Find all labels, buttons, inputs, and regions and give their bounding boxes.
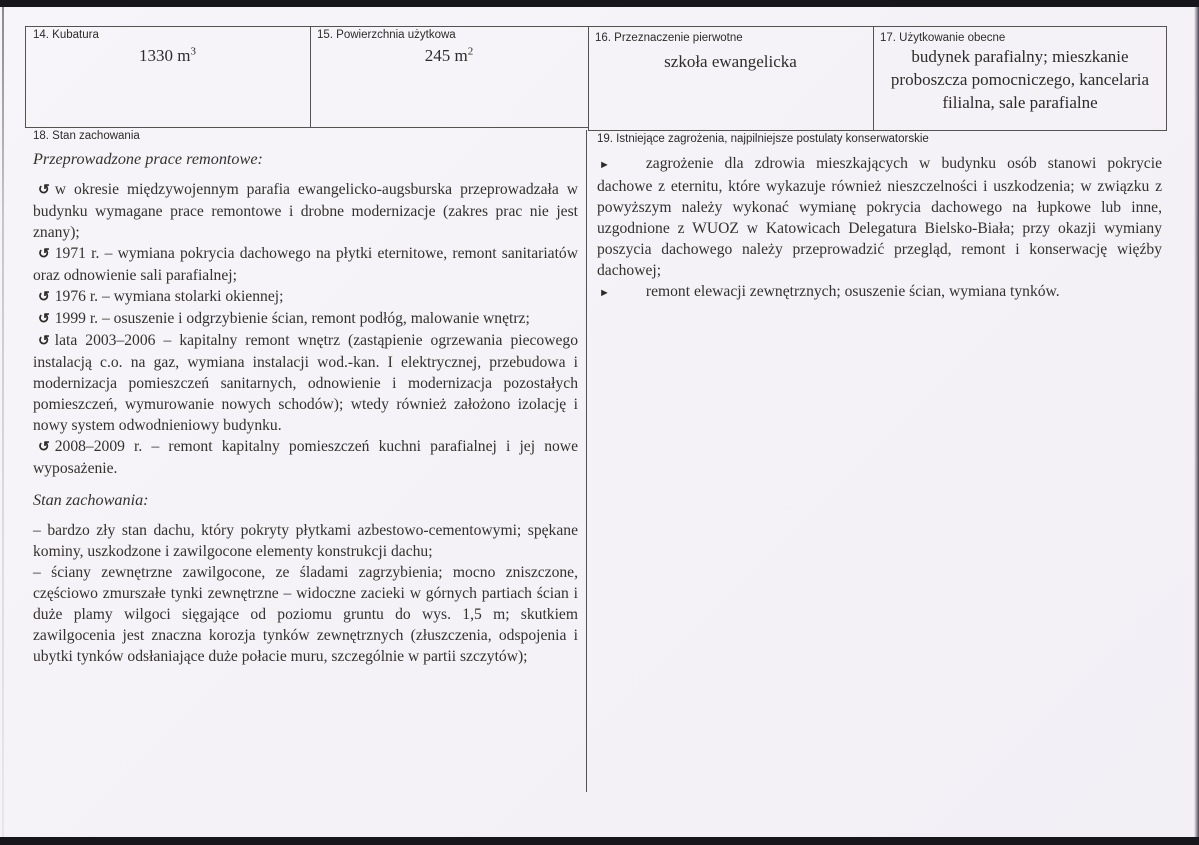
field-value-przeznaczenie: szkoła ewangelicka xyxy=(664,52,797,71)
cell-divider-16-17 xyxy=(873,26,874,130)
threat-text: zagrożenie dla zdrowia mieszkających w budynku osób stanowi pokrycie dachowe z eternitu, które wykazuje również nieszczelności i uszkodzenia; w związku z powyższym należy wykonać wymianę pokrycia dachowego na łupkowe lub inne, uzgodnione z WUOZ w Katowicach Delegatura Bielsko-Biała; przy okazji wymiany poszycia dachowego należy przeprowadzić przegląd, remont i konserwację więźby dachowej; xyxy=(597,155,1162,279)
threat-item xyxy=(597,281,1162,304)
row-border-right-half xyxy=(588,130,1167,131)
repair-item xyxy=(33,243,578,286)
paper-right-edge xyxy=(1194,7,1199,837)
field-value-kubatura xyxy=(25,44,310,67)
curved-arrow-bullet-icon: ↺ xyxy=(38,334,50,349)
repair-text: lata 2003–2006 – kapitalny remont wnętrz (zastąpienie ogrzewania piecowego instalacją c.o. na gaz, wymiana instalacji wod.-kan. I elektrycznej, przebudowa i modernizacja pomieszczeń sanitarnych, odnowienie i modernizacja pozostałych pomieszczeń, wymurowanie nowych schodów); wtedy również założono izolację i nowy system odwodnieniowy budynku. xyxy=(33,332,578,434)
row-border-left-half xyxy=(25,127,588,128)
kubatura-exponent: 3 xyxy=(190,45,196,58)
powierzchnia-exponent: 2 xyxy=(467,45,474,58)
field-label-powierzchnia: 15. Powierzchnia użytkowa xyxy=(317,29,456,41)
table-left-border xyxy=(25,26,26,127)
field-label-kubatura: 14. Kubatura xyxy=(33,29,99,41)
field-label-przeznaczenie: 16. Przeznaczenie pierwotne xyxy=(595,32,743,44)
curved-arrow-bullet-icon: ↺ xyxy=(38,312,50,327)
field-label-zagrozenia: 19. Istniejące zagrożenia, najpilniejsze postulaty konserwatorskie xyxy=(597,133,929,145)
threat-text: remont elewacji zewnętrznych; osuszenie ścian, wymiana tynków. xyxy=(645,283,1060,300)
repair-item xyxy=(33,330,578,436)
heading-stan-zachowania: Stan zachowania: xyxy=(33,491,149,509)
field-value-uzytkowanie: budynek parafialny; mieszkanie proboszcza pomocniczego, kancelaria filialna, sale parafialne xyxy=(890,47,1150,112)
condition-item: – ściany zewnętrzne zawilgocone, ze śladami zagrzybienia; mocno zniszczone, częściowo zmurszałe tynki zewnętrzne – widoczne zacieki w górnych partiach ścian i duże plamy wilgoci sięgające od poziomu gruntu do wys. 1,5 m; skutkiem zawilgocenia jest znaczna korozja tynków zewnętrznych (złuszczenia, odspojenia i ubytki tynków odsłaniające duże połacie muru, szczególnie w partii szczytów); xyxy=(33,564,578,665)
triangle-bullet-icon: ► xyxy=(599,159,610,171)
section-stan-zachowania xyxy=(33,149,578,667)
repair-item xyxy=(33,179,578,243)
powierzchnia-number: 245 m xyxy=(424,46,468,65)
repair-text: w okresie międzywojennym parafia ewangelicko-augsburska przeprowadzała w budynku wymagane prace remontowe i drobne modernizacje (zakres prac nie jest znany); xyxy=(33,181,578,241)
paper-left-edge xyxy=(2,7,4,837)
field-label-uzytkowanie: 17. Użytkowanie obecne xyxy=(880,32,1006,44)
condition-item: – bardzo zły stan dachu, który pokryty płytkami azbestowo-cementowymi; spękane kominy, uszkodzone i zawilgocone elementy konstrukcji dachu; xyxy=(33,522,578,560)
table-right-border xyxy=(1166,26,1167,130)
repair-item xyxy=(33,308,578,330)
curved-arrow-bullet-icon: ↺ xyxy=(38,183,50,198)
table-top-border xyxy=(25,26,1167,27)
field-label-stan-zachowania: 18. Stan zachowania xyxy=(33,130,140,142)
kubatura-number: 1330 m xyxy=(139,46,191,65)
spacer xyxy=(33,479,578,490)
field-value-powierzchnia xyxy=(310,44,588,67)
repair-item xyxy=(33,286,578,308)
threat-item xyxy=(597,153,1162,281)
curved-arrow-bullet-icon: ↺ xyxy=(38,247,50,262)
curved-arrow-bullet-icon: ↺ xyxy=(38,290,50,305)
repair-text: 1976 r. – wymiana stolarki okiennej; xyxy=(54,288,284,305)
curved-arrow-bullet-icon: ↺ xyxy=(38,440,50,455)
repair-item xyxy=(33,436,578,479)
heading-prace-remontowe: Przeprowadzone prace remontowe: xyxy=(33,150,263,168)
triangle-bullet-icon: ► xyxy=(599,287,610,299)
column-divider-18-19 xyxy=(586,130,587,792)
repair-text: 1999 r. – osuszenie i odgrzybienie ścian, remont podłóg, malowanie wnętrz; xyxy=(54,310,530,327)
repair-text: 2008–2009 r. – remont kapitalny pomieszczeń kuchni parafialnej i jej nowe wyposażenie. xyxy=(33,438,578,477)
cell-divider-14-15 xyxy=(310,26,311,127)
cell-divider-15-16 xyxy=(588,26,589,130)
section-zagrozenia xyxy=(597,153,1162,304)
repair-text: 1971 r. – wymiana pokrycia dachowego na płytki eternitowe, remont sanitariatów oraz odnowienie sali parafialnej; xyxy=(33,245,578,284)
